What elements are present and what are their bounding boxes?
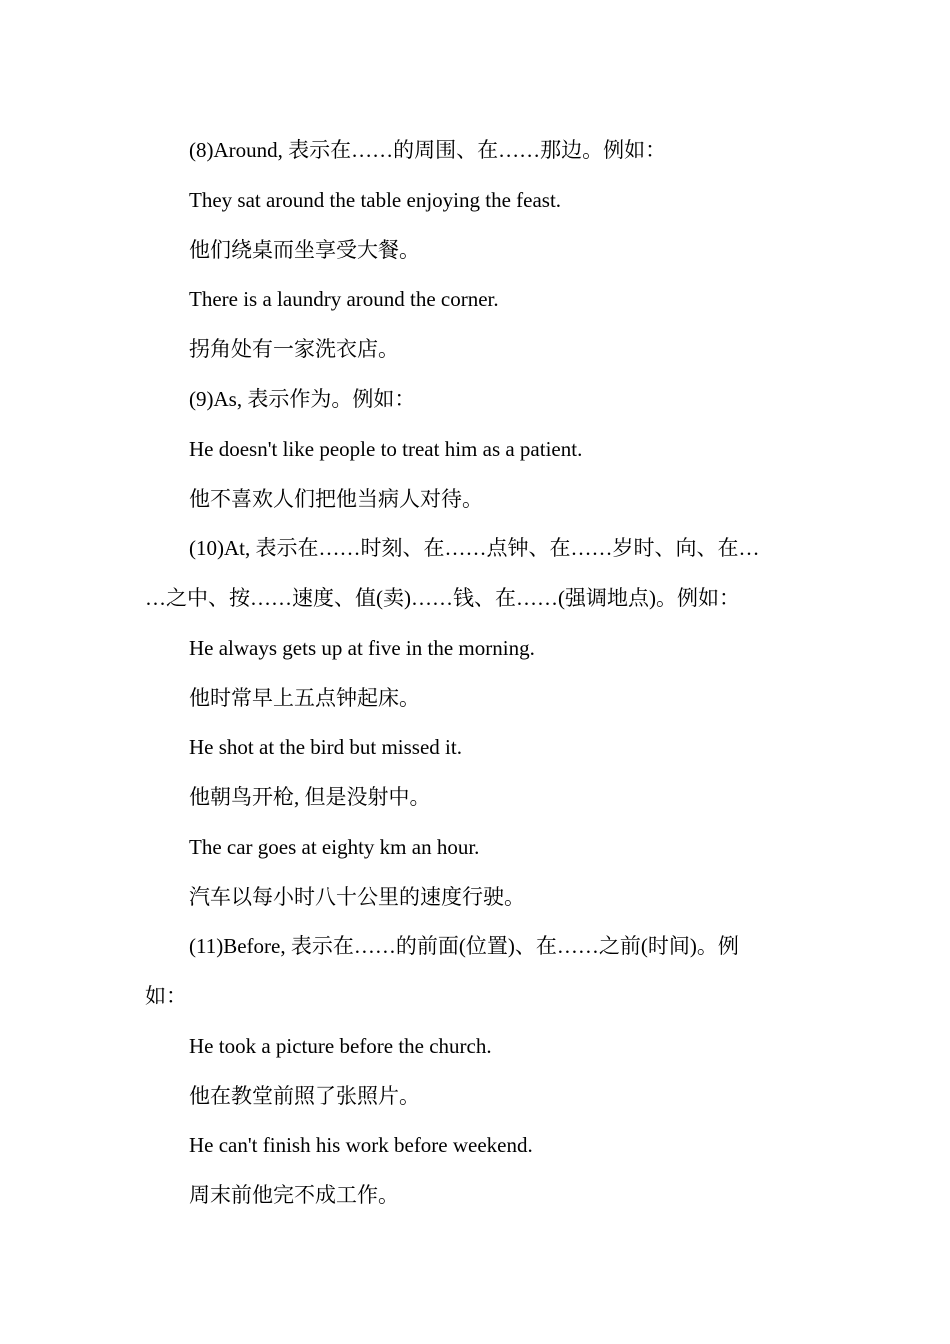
example-sentence: He doesn't like people to treat him as a patient.: [189, 437, 583, 461]
heading-as: (9)As, 表示作为。例如：: [189, 387, 416, 411]
example-translation: 他时常早上五点钟起床。: [189, 686, 420, 710]
example-translation: 他不喜欢人们把他当病人对待。: [189, 487, 483, 511]
example-sentence: The car goes at eighty km an hour.: [189, 835, 480, 859]
example-sentence: There is a laundry around the corner.: [189, 287, 499, 311]
example-sentence: He shot at the bird but missed it.: [189, 735, 462, 759]
heading-at-continued: …之中、按……速度、值(卖)……钱、在……(强调地点)。例如：: [145, 586, 740, 610]
example-sentence: He always gets up at five in the morning.: [189, 636, 535, 660]
example-translation: 他在教堂前照了张照片。: [189, 1084, 420, 1108]
heading-at: (10)At, 表示在……时刻、在……点钟、在……岁时、向、在…: [189, 536, 760, 560]
example-translation: 拐角处有一家洗衣店。: [189, 337, 399, 361]
example-translation: 汽车以每小时八十公里的速度行驶。: [189, 885, 525, 909]
example-translation: 他朝鸟开枪, 但是没射中。: [189, 785, 431, 809]
heading-around: (8)Around, 表示在……的周围、在……那边。例如：: [189, 138, 667, 162]
heading-before: (11)Before, 表示在……的前面(位置)、在……之前(时间)。例: [189, 934, 739, 958]
example-sentence: He can't finish his work before weekend.: [189, 1133, 533, 1157]
heading-before-continued: 如：: [145, 984, 187, 1008]
example-translation: 他们绕桌而坐享受大餐。: [189, 238, 420, 262]
example-sentence: They sat around the table enjoying the feast.: [189, 188, 562, 212]
example-translation: 周末前他完不成工作。: [189, 1183, 399, 1207]
example-sentence: He took a picture before the church.: [189, 1034, 492, 1058]
